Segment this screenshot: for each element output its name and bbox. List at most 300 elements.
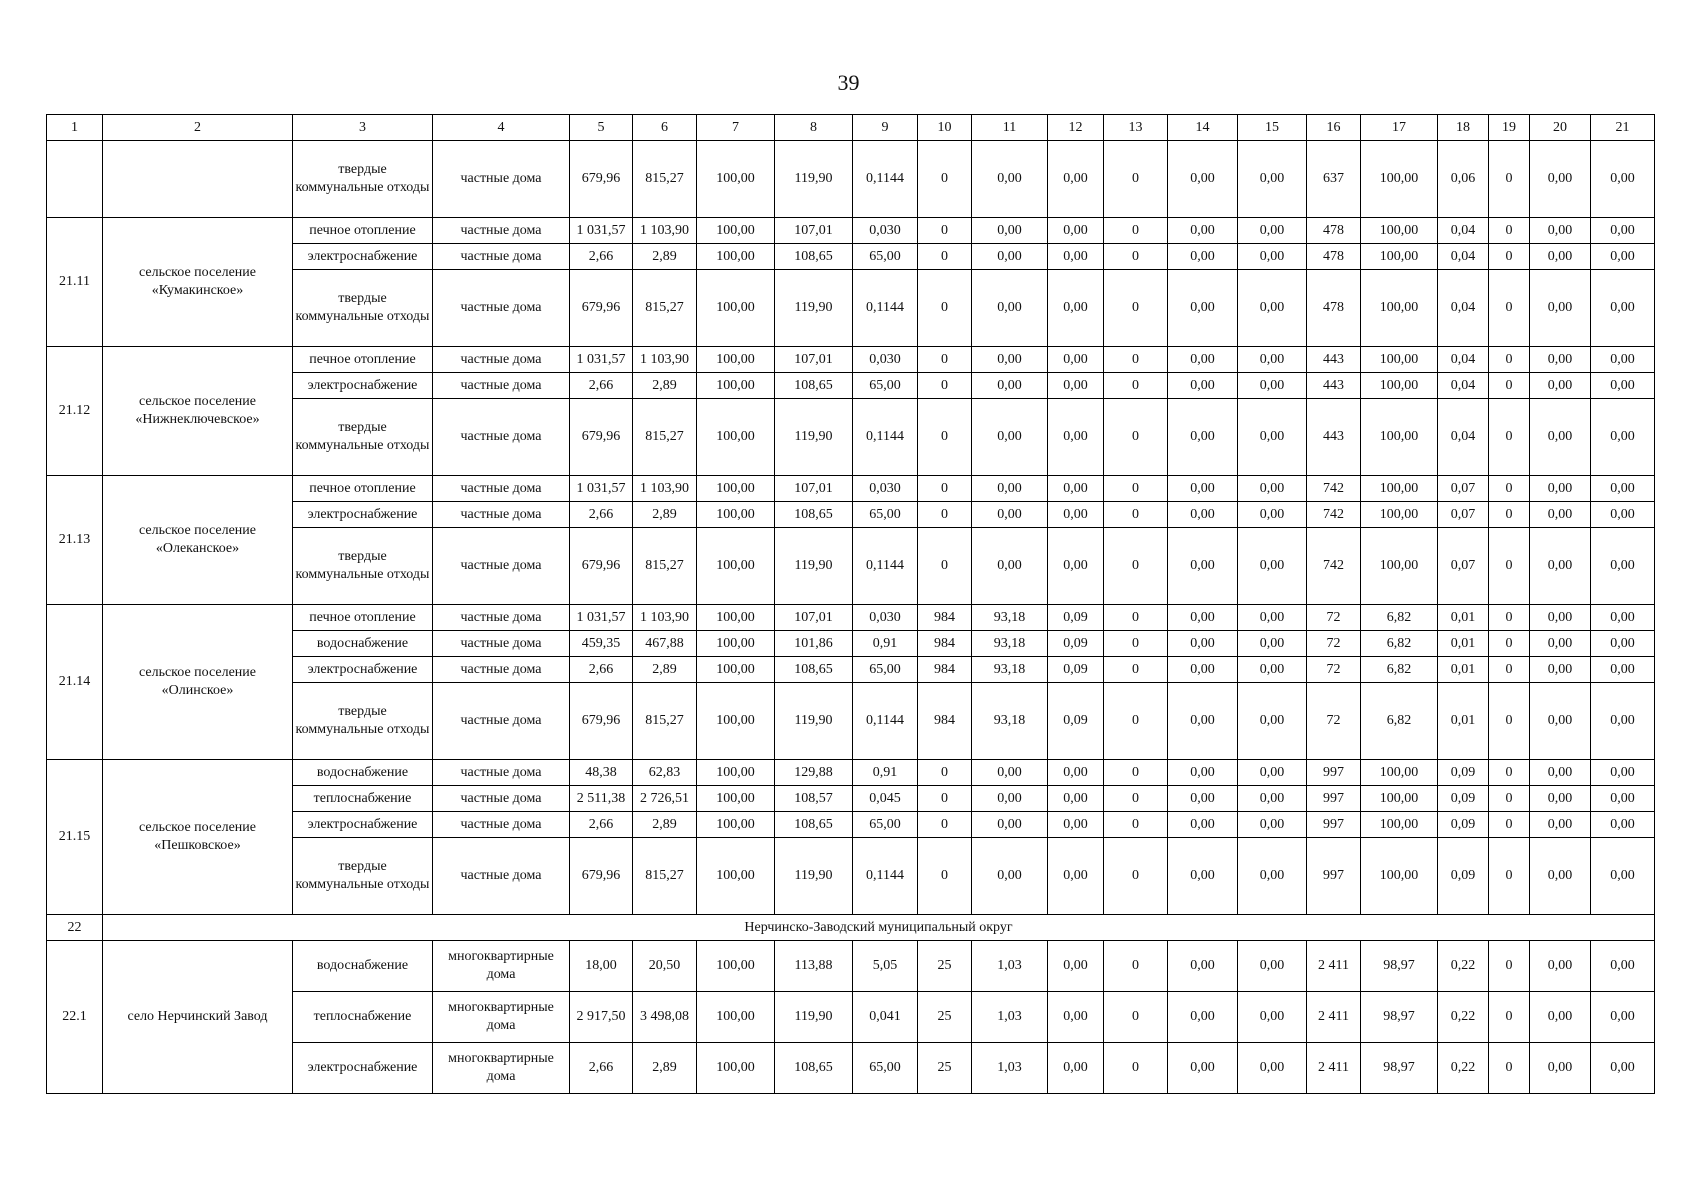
value-cell: 0,00 — [1591, 528, 1655, 605]
value-cell: 0 — [1489, 476, 1530, 502]
value-cell: 0,00 — [1591, 838, 1655, 915]
value-cell: 0 — [1489, 502, 1530, 528]
value-cell: 2 411 — [1307, 992, 1361, 1043]
service-type: печное отопление — [293, 476, 433, 502]
housing-type: многоквартирные дома — [433, 1043, 570, 1094]
value-cell: 0,04 — [1438, 244, 1489, 270]
value-cell: 0,00 — [1238, 141, 1307, 218]
value-cell: 997 — [1307, 760, 1361, 786]
settlement-name — [103, 141, 293, 218]
value-cell: 0 — [1104, 270, 1168, 347]
value-cell: 0,00 — [1238, 244, 1307, 270]
value-cell: 93,18 — [972, 657, 1048, 683]
value-cell: 0,00 — [1238, 812, 1307, 838]
value-cell: 0,00 — [1048, 244, 1104, 270]
value-cell: 0 — [918, 347, 972, 373]
value-cell: 100,00 — [697, 347, 775, 373]
value-cell: 0,00 — [1530, 631, 1591, 657]
value-cell: 0,22 — [1438, 992, 1489, 1043]
value-cell: 2,89 — [633, 502, 697, 528]
service-type: водоснабжение — [293, 941, 433, 992]
value-cell: 2,66 — [570, 1043, 633, 1094]
value-cell: 0,00 — [1591, 347, 1655, 373]
value-cell: 2 511,38 — [570, 786, 633, 812]
housing-type: частные дома — [433, 399, 570, 476]
value-cell: 815,27 — [633, 399, 697, 476]
value-cell: 100,00 — [697, 760, 775, 786]
value-cell: 98,97 — [1361, 941, 1438, 992]
value-cell: 0,00 — [1530, 502, 1591, 528]
housing-type: частные дома — [433, 657, 570, 683]
value-cell: 100,00 — [1361, 373, 1438, 399]
value-cell: 0,00 — [1591, 992, 1655, 1043]
value-cell: 2,89 — [633, 1043, 697, 1094]
value-cell: 0,00 — [1048, 218, 1104, 244]
value-cell: 0,00 — [1591, 631, 1655, 657]
value-cell: 0,00 — [1048, 399, 1104, 476]
value-cell: 0,00 — [1591, 786, 1655, 812]
value-cell: 0 — [918, 244, 972, 270]
value-cell: 0 — [1489, 347, 1530, 373]
value-cell: 0,00 — [1591, 657, 1655, 683]
housing-type: частные дома — [433, 528, 570, 605]
value-cell: 0,00 — [1168, 476, 1238, 502]
value-cell: 119,90 — [775, 141, 853, 218]
value-cell: 0,00 — [1530, 476, 1591, 502]
value-cell: 2,89 — [633, 244, 697, 270]
value-cell: 25 — [918, 992, 972, 1043]
value-cell: 1,03 — [972, 941, 1048, 992]
value-cell: 98,97 — [1361, 992, 1438, 1043]
value-cell: 108,65 — [775, 1043, 853, 1094]
value-cell: 0,00 — [1530, 244, 1591, 270]
value-cell: 72 — [1307, 631, 1361, 657]
column-header-18: 18 — [1438, 115, 1489, 141]
column-header-7: 7 — [697, 115, 775, 141]
value-cell: 0,00 — [1591, 760, 1655, 786]
column-header-6: 6 — [633, 115, 697, 141]
value-cell: 443 — [1307, 373, 1361, 399]
value-cell: 0,00 — [1168, 218, 1238, 244]
settlement-name: сельское поселение «Нижнеключевское» — [103, 347, 293, 476]
value-cell: 0,00 — [1048, 838, 1104, 915]
value-cell: 1,03 — [972, 992, 1048, 1043]
value-cell: 65,00 — [853, 1043, 918, 1094]
value-cell: 100,00 — [1361, 141, 1438, 218]
column-header-9: 9 — [853, 115, 918, 141]
value-cell: 478 — [1307, 218, 1361, 244]
value-cell: 0 — [918, 373, 972, 399]
value-cell: 0,00 — [1168, 683, 1238, 760]
value-cell: 0 — [1489, 1043, 1530, 1094]
service-type: электроснабжение — [293, 502, 433, 528]
value-cell: 0,00 — [1238, 528, 1307, 605]
value-cell: 0,1144 — [853, 141, 918, 218]
table-row — [47, 347, 1655, 373]
value-cell: 0 — [1104, 812, 1168, 838]
value-cell: 100,00 — [697, 141, 775, 218]
value-cell: 679,96 — [570, 399, 633, 476]
value-cell: 25 — [918, 1043, 972, 1094]
value-cell: 2,89 — [633, 812, 697, 838]
service-type: твердые коммунальные отходы — [293, 683, 433, 760]
value-cell: 0,01 — [1438, 683, 1489, 760]
housing-type: частные дома — [433, 838, 570, 915]
service-type: теплоснабжение — [293, 992, 433, 1043]
value-cell: 0,00 — [972, 476, 1048, 502]
value-cell: 0,00 — [972, 244, 1048, 270]
value-cell: 100,00 — [1361, 760, 1438, 786]
value-cell: 0,1144 — [853, 528, 918, 605]
service-type: электроснабжение — [293, 373, 433, 399]
value-cell: 100,00 — [697, 786, 775, 812]
value-cell: 0 — [1104, 992, 1168, 1043]
value-cell: 0 — [918, 786, 972, 812]
value-cell: 100,00 — [697, 812, 775, 838]
value-cell: 443 — [1307, 399, 1361, 476]
value-cell: 0,00 — [1168, 1043, 1238, 1094]
value-cell: 0 — [1489, 941, 1530, 992]
value-cell: 0,00 — [1048, 760, 1104, 786]
value-cell: 0,00 — [1591, 218, 1655, 244]
value-cell: 119,90 — [775, 838, 853, 915]
value-cell: 0,00 — [1530, 141, 1591, 218]
value-cell: 0,00 — [1238, 657, 1307, 683]
value-cell: 100,00 — [1361, 838, 1438, 915]
housing-type: частные дома — [433, 683, 570, 760]
value-cell: 129,88 — [775, 760, 853, 786]
value-cell: 0 — [1489, 528, 1530, 605]
value-cell: 108,65 — [775, 812, 853, 838]
value-cell: 108,65 — [775, 502, 853, 528]
value-cell: 467,88 — [633, 631, 697, 657]
value-cell: 2,66 — [570, 812, 633, 838]
value-cell: 0,04 — [1438, 270, 1489, 347]
value-cell: 0,00 — [1238, 347, 1307, 373]
value-cell: 0 — [918, 476, 972, 502]
value-cell: 100,00 — [697, 476, 775, 502]
value-cell: 0,00 — [972, 270, 1048, 347]
value-cell: 0,00 — [1238, 373, 1307, 399]
value-cell: 107,01 — [775, 347, 853, 373]
value-cell: 100,00 — [697, 244, 775, 270]
value-cell: 0,00 — [972, 141, 1048, 218]
value-cell: 0,00 — [1168, 838, 1238, 915]
value-cell: 65,00 — [853, 812, 918, 838]
value-cell: 0,00 — [1591, 812, 1655, 838]
page-number: 39 — [837, 70, 860, 95]
value-cell: 0,00 — [972, 373, 1048, 399]
value-cell: 0 — [1489, 244, 1530, 270]
value-cell: 62,83 — [633, 760, 697, 786]
value-cell: 0 — [1104, 657, 1168, 683]
value-cell: 0,00 — [1168, 605, 1238, 631]
value-cell: 0,00 — [1048, 941, 1104, 992]
settlement-name: сельское поселение «Кумакинское» — [103, 218, 293, 347]
value-cell: 0 — [1104, 683, 1168, 760]
column-header-5: 5 — [570, 115, 633, 141]
value-cell: 0,00 — [1591, 605, 1655, 631]
column-header-3: 3 — [293, 115, 433, 141]
value-cell: 0,00 — [1238, 476, 1307, 502]
column-header-13: 13 — [1104, 115, 1168, 141]
housing-type: многоквартирные дома — [433, 992, 570, 1043]
value-cell: 0 — [918, 502, 972, 528]
value-cell: 107,01 — [775, 605, 853, 631]
value-cell: 0,01 — [1438, 631, 1489, 657]
value-cell: 0,00 — [1048, 992, 1104, 1043]
value-cell: 100,00 — [697, 631, 775, 657]
value-cell: 100,00 — [1361, 786, 1438, 812]
value-cell: 0,91 — [853, 760, 918, 786]
value-cell: 20,50 — [633, 941, 697, 992]
table-row — [47, 141, 1655, 218]
column-header-12: 12 — [1048, 115, 1104, 141]
value-cell: 0 — [918, 218, 972, 244]
service-type: электроснабжение — [293, 812, 433, 838]
value-cell: 0 — [1489, 218, 1530, 244]
value-cell: 18,00 — [570, 941, 633, 992]
value-cell: 0 — [1104, 141, 1168, 218]
value-cell: 0 — [918, 270, 972, 347]
value-cell: 0,01 — [1438, 605, 1489, 631]
value-cell: 0,00 — [1048, 502, 1104, 528]
value-cell: 119,90 — [775, 528, 853, 605]
value-cell: 5,05 — [853, 941, 918, 992]
value-cell: 6,82 — [1361, 631, 1438, 657]
value-cell: 0,00 — [1591, 941, 1655, 992]
value-cell: 0 — [1489, 605, 1530, 631]
value-cell: 100,00 — [697, 992, 775, 1043]
value-cell: 1 031,57 — [570, 605, 633, 631]
settlement-name: сельское поселение «Олинское» — [103, 605, 293, 760]
value-cell: 100,00 — [697, 373, 775, 399]
value-cell: 0,1144 — [853, 683, 918, 760]
column-header-8: 8 — [775, 115, 853, 141]
value-cell: 0,04 — [1438, 399, 1489, 476]
value-cell: 93,18 — [972, 605, 1048, 631]
value-cell: 93,18 — [972, 683, 1048, 760]
value-cell: 65,00 — [853, 657, 918, 683]
housing-type: частные дома — [433, 605, 570, 631]
value-cell: 0 — [918, 141, 972, 218]
value-cell: 478 — [1307, 244, 1361, 270]
value-cell: 0 — [918, 399, 972, 476]
value-cell: 0 — [1104, 838, 1168, 915]
value-cell: 0,00 — [1530, 218, 1591, 244]
value-cell: 2,89 — [633, 657, 697, 683]
value-cell: 0,00 — [1530, 786, 1591, 812]
service-type: водоснабжение — [293, 760, 433, 786]
value-cell: 0,09 — [1438, 760, 1489, 786]
column-header-20: 20 — [1530, 115, 1591, 141]
value-cell: 0,00 — [1238, 838, 1307, 915]
value-cell: 0,09 — [1438, 812, 1489, 838]
value-cell: 0,09 — [1438, 786, 1489, 812]
value-cell: 0,00 — [1238, 270, 1307, 347]
section-code: 22 — [47, 915, 103, 941]
housing-type: частные дома — [433, 760, 570, 786]
value-cell: 0 — [1104, 502, 1168, 528]
value-cell: 0,00 — [1048, 476, 1104, 502]
value-cell: 0 — [1104, 244, 1168, 270]
value-cell: 0 — [1489, 812, 1530, 838]
value-cell: 0 — [1104, 786, 1168, 812]
value-cell: 997 — [1307, 812, 1361, 838]
value-cell: 997 — [1307, 838, 1361, 915]
service-type: водоснабжение — [293, 631, 433, 657]
value-cell: 0 — [1489, 786, 1530, 812]
value-cell: 0,00 — [1530, 838, 1591, 915]
value-cell: 0 — [918, 838, 972, 915]
service-type: твердые коммунальные отходы — [293, 270, 433, 347]
value-cell: 107,01 — [775, 218, 853, 244]
value-cell: 0 — [1489, 399, 1530, 476]
value-cell: 0 — [1104, 605, 1168, 631]
value-cell: 0,04 — [1438, 218, 1489, 244]
service-type: печное отопление — [293, 218, 433, 244]
value-cell: 0,22 — [1438, 1043, 1489, 1094]
table-row — [47, 941, 1655, 992]
value-cell: 0,00 — [1591, 683, 1655, 760]
value-cell: 0,00 — [1238, 631, 1307, 657]
value-cell: 72 — [1307, 657, 1361, 683]
value-cell: 119,90 — [775, 992, 853, 1043]
value-cell: 0,1144 — [853, 270, 918, 347]
column-header-1: 1 — [47, 115, 103, 141]
value-cell: 0,1144 — [853, 399, 918, 476]
value-cell: 0,00 — [1238, 1043, 1307, 1094]
value-cell: 0,00 — [1530, 812, 1591, 838]
value-cell: 0 — [1104, 218, 1168, 244]
value-cell: 0,00 — [1048, 812, 1104, 838]
value-cell: 0,00 — [1591, 502, 1655, 528]
value-cell: 108,65 — [775, 244, 853, 270]
value-cell: 459,35 — [570, 631, 633, 657]
table-row — [47, 760, 1655, 786]
value-cell: 0,1144 — [853, 838, 918, 915]
value-cell: 0,00 — [1530, 760, 1591, 786]
housing-type: частные дома — [433, 141, 570, 218]
value-cell: 6,82 — [1361, 683, 1438, 760]
value-cell: 2 726,51 — [633, 786, 697, 812]
value-cell: 0,09 — [1048, 605, 1104, 631]
value-cell: 1 031,57 — [570, 476, 633, 502]
table-row — [47, 476, 1655, 502]
row-group-code — [47, 141, 103, 218]
value-cell: 25 — [918, 941, 972, 992]
value-cell: 0 — [918, 528, 972, 605]
value-cell: 2 411 — [1307, 1043, 1361, 1094]
value-cell: 0,00 — [1048, 141, 1104, 218]
value-cell: 0,09 — [1048, 631, 1104, 657]
housing-type: частные дома — [433, 244, 570, 270]
value-cell: 679,96 — [570, 838, 633, 915]
value-cell: 0,00 — [1168, 373, 1238, 399]
value-cell: 742 — [1307, 502, 1361, 528]
value-cell: 0,00 — [1591, 373, 1655, 399]
value-cell: 0,00 — [1238, 605, 1307, 631]
value-cell: 2,89 — [633, 373, 697, 399]
row-group-code: 21.13 — [47, 476, 103, 605]
value-cell: 100,00 — [697, 605, 775, 631]
value-cell: 2 917,50 — [570, 992, 633, 1043]
value-cell: 6,82 — [1361, 605, 1438, 631]
value-cell: 0,22 — [1438, 941, 1489, 992]
column-header-19: 19 — [1489, 115, 1530, 141]
value-cell: 0,045 — [853, 786, 918, 812]
value-cell: 1 103,90 — [633, 605, 697, 631]
value-cell: 0,00 — [1168, 347, 1238, 373]
value-cell: 1 103,90 — [633, 218, 697, 244]
value-cell: 0,00 — [972, 218, 1048, 244]
row-group-code: 21.15 — [47, 760, 103, 915]
value-cell: 0,00 — [1168, 270, 1238, 347]
value-cell: 0,00 — [1168, 631, 1238, 657]
housing-type: частные дома — [433, 812, 570, 838]
value-cell: 0 — [1104, 373, 1168, 399]
value-cell: 65,00 — [853, 244, 918, 270]
value-cell: 0,00 — [1238, 683, 1307, 760]
value-cell: 100,00 — [697, 218, 775, 244]
value-cell: 0,00 — [972, 786, 1048, 812]
value-cell: 0,00 — [1238, 399, 1307, 476]
value-cell: 1,03 — [972, 1043, 1048, 1094]
housing-type: частные дома — [433, 270, 570, 347]
value-cell: 0,00 — [1048, 786, 1104, 812]
value-cell: 0,00 — [1048, 347, 1104, 373]
service-type: твердые коммунальные отходы — [293, 399, 433, 476]
value-cell: 0,00 — [1238, 760, 1307, 786]
value-cell: 0,91 — [853, 631, 918, 657]
settlement-name: село Нерчинский Завод — [103, 941, 293, 1094]
value-cell: 0,09 — [1048, 683, 1104, 760]
value-cell: 107,01 — [775, 476, 853, 502]
value-cell: 0,00 — [1530, 683, 1591, 760]
value-cell: 100,00 — [1361, 218, 1438, 244]
value-cell: 0,00 — [1238, 218, 1307, 244]
value-cell: 0,07 — [1438, 476, 1489, 502]
value-cell: 100,00 — [697, 528, 775, 605]
value-cell: 0 — [1489, 683, 1530, 760]
value-cell: 119,90 — [775, 399, 853, 476]
value-cell: 0,09 — [1438, 838, 1489, 915]
value-cell: 0,00 — [1048, 270, 1104, 347]
housing-type: частные дома — [433, 476, 570, 502]
service-type: электроснабжение — [293, 657, 433, 683]
housing-type: частные дома — [433, 218, 570, 244]
value-cell: 0,00 — [1168, 141, 1238, 218]
value-cell: 100,00 — [1361, 476, 1438, 502]
value-cell: 679,96 — [570, 141, 633, 218]
column-header-17: 17 — [1361, 115, 1438, 141]
value-cell: 0,00 — [1048, 1043, 1104, 1094]
value-cell: 984 — [918, 605, 972, 631]
value-cell: 72 — [1307, 605, 1361, 631]
value-cell: 100,00 — [1361, 528, 1438, 605]
value-cell: 0,00 — [972, 838, 1048, 915]
housing-type: частные дома — [433, 347, 570, 373]
value-cell: 100,00 — [697, 502, 775, 528]
value-cell: 637 — [1307, 141, 1361, 218]
value-cell: 0 — [1104, 476, 1168, 502]
value-cell: 0,00 — [1238, 941, 1307, 992]
value-cell: 815,27 — [633, 838, 697, 915]
value-cell: 100,00 — [1361, 244, 1438, 270]
value-cell: 0,00 — [1168, 244, 1238, 270]
value-cell: 0,00 — [1168, 528, 1238, 605]
value-cell: 0,04 — [1438, 347, 1489, 373]
